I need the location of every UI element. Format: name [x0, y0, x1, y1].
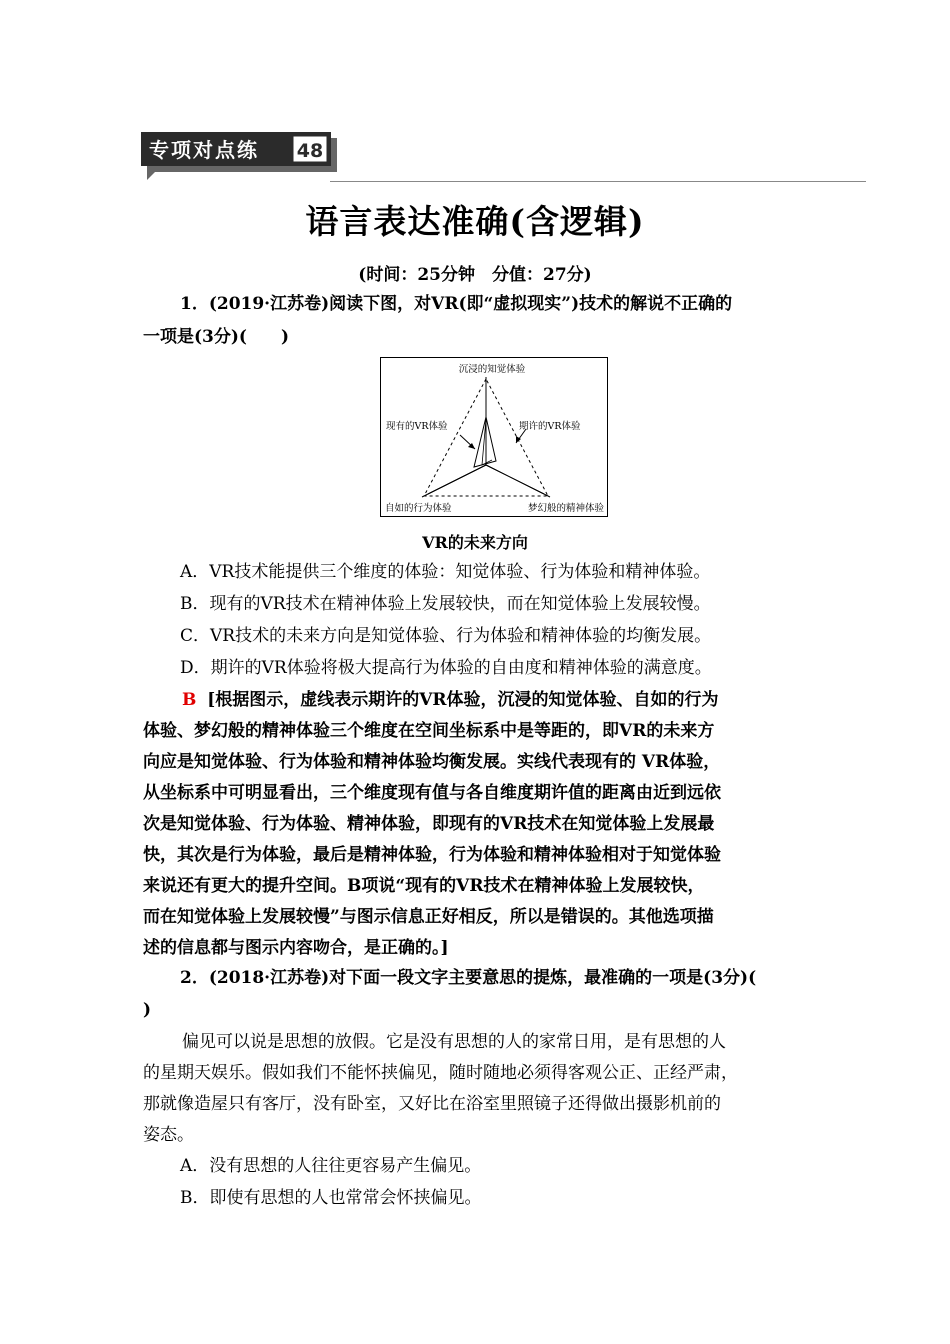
q1-option-b: B．现有的VR技术在精神体验上发展较快，而在知觉体验上发展较慢。	[180, 594, 711, 614]
q1-explanation-line-7: 来说还有更大的提升空间。B项说“现有的VR技术在精神体验上发展较快，	[143, 876, 705, 896]
q1-explanation-line-2: 体验、梦幻般的精神体验三个维度在空间坐标系中是等距的，即VR的未来方	[143, 721, 715, 741]
q1-explanation-line-6: 快，其次是行为体验，最后是精神体验，行为体验和精神体验相对于知觉体验	[143, 845, 721, 865]
q1-answer-line	[182, 688, 719, 712]
q2-stem-line-1: 2．(2018·江苏卷)对下面一段文字主要意思的提炼，最准确的一项是(3分)(	[180, 968, 757, 988]
q2-passage-line-1: 偏见可以说是思想的放假。它是没有思想的人的家常日用，是有思想的人	[182, 1032, 726, 1052]
q2-option-b: B．即使有思想的人也常常会怀挟偏见。	[180, 1188, 482, 1208]
label-current: 现有的VR体验	[386, 421, 448, 432]
q1-answer-letter: B	[182, 690, 197, 710]
q1-explanation-line-1: [根据图示，虚线表示期许的VR体验，沉浸的知觉体验、自如的行为	[207, 690, 719, 710]
q2-option-a: A．没有思想的人往往更容易产生偏见。	[180, 1156, 482, 1176]
q1-explanation-line-9: 述的信息都与图示内容吻合，是正确的。]	[143, 938, 449, 958]
q1-option-d: D．期许的VR体验将极大提高行为体验的自由度和精神体验的满意度。	[180, 658, 712, 678]
label-perception: 沉浸的知觉体验	[458, 364, 526, 375]
q2-passage-line-4: 姿态。	[143, 1125, 194, 1145]
page-title: 语言表达准确(含逻辑)	[305, 202, 645, 241]
q2-passage-line-3: 那就像造屋只有客厅，没有卧室，又好比在浴室里照镜子还得做出摄影机前的	[143, 1094, 721, 1114]
q1-stem-line-2: 一项是(3分)( )	[143, 327, 290, 347]
section-number: 48	[296, 140, 324, 162]
q1-explanation-line-8: 而在知觉体验上发展较慢”与图示信息正好相反，所以是错误的。其他选项描	[143, 907, 714, 927]
section-label: 专项对点练	[149, 138, 259, 162]
figure-caption: VR的未来方向	[422, 533, 528, 552]
section-banner	[141, 132, 343, 182]
time-score-info: (时间：25分钟 分值：27分)	[358, 265, 592, 285]
q1-explanation-line-4: 从坐标系中可明显看出，三个维度现有值与各自维度期许值的距离由近到远依	[143, 783, 721, 803]
q2-stem-line-2: )	[143, 1000, 152, 1020]
vr-radar-figure	[380, 357, 608, 517]
header-rule	[330, 181, 866, 182]
q1-option-a: A．VR技术能提供三个维度的体验：知觉体验、行为体验和精神体验。	[180, 562, 711, 582]
q1-stem-line-1: 1．(2019·江苏卷)阅读下图，对VR(即“虚拟现实”)技术的解说不正确的	[180, 294, 733, 314]
q1-explanation-line-5: 次是知觉体验、行为体验、精神体验，即现有的VR技术在知觉体验上发展最	[143, 814, 715, 834]
q1-option-c: C．VR技术的未来方向是知觉体验、行为体验和精神体验的均衡发展。	[180, 626, 712, 646]
label-behavior: 自如的行为体验	[385, 503, 452, 514]
q2-passage-line-2: 的星期天娱乐。假如我们不能怀挟偏见，随时随地必须得客观公正、正经严肃，	[143, 1063, 738, 1083]
q1-explanation-line-3: 向应是知觉体验、行为体验和精神体验均衡发展。实线代表现有的 VR体验，	[143, 752, 721, 772]
label-expected: 期许的VR体验	[519, 421, 581, 432]
label-spirit: 梦幻般的精神体验	[527, 503, 604, 514]
